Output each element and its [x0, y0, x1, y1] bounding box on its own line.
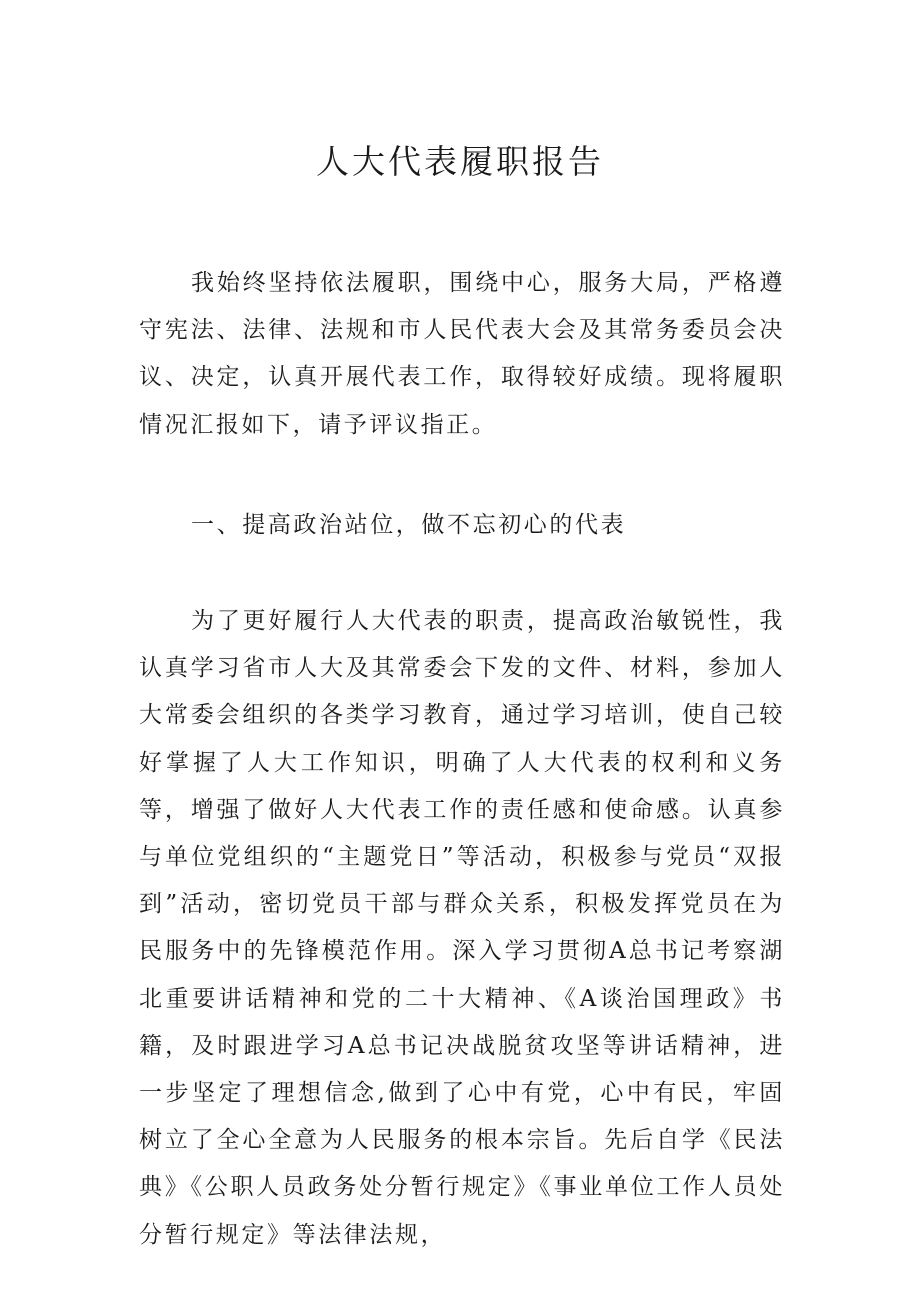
document-title: 人大代表履职报告 — [316, 142, 604, 181]
intro-paragraph: 我始终坚持依法履职，围绕中心，服务大局，严格遵守宪法、法律、法规和市人民代表大会及其常务委员会决议、决定，认真开展代表工作，取得较好成绩。现将履职情况汇报如下，请予评议指正。 — [139, 270, 785, 438]
section-body-paragraph: 为了更好履行人大代表的职责，提高政治敏锐性，我认真学习省市人大及其常委会下发的文件、材料，参加人大常委会组织的各类学习教育，通过学习培训，使自己较好掌握了人大工作知识，明确了人大代表的权利和义务等，增强了做好人大代表工作的责任感和使命感。认真参与单位党组织的“主题党日”等活动，积极参与党员“双报到”活动，密切党员干部与群众关系，积极发挥党员在为民服务中的先锋模范作用。深入学习贯彻A总书记考察湖北重要讲话精神和党的二十大精神、《A谈治国理政》书籍，及时跟进学习A总书记决战脱贫攻坚等讲话精神，进一步坚定了理想信念,做到了心中有党，心中有民，牢固树立了全心全意为人民服务的根本宗旨。先后自学《民法典》《公职人员政务处分暂行规定》《事业单位工作人员处分暂行规定》等法律法规， — [139, 608, 785, 1248]
section-heading: 一、提高政治站位，做不忘初心的代表 — [191, 512, 627, 538]
